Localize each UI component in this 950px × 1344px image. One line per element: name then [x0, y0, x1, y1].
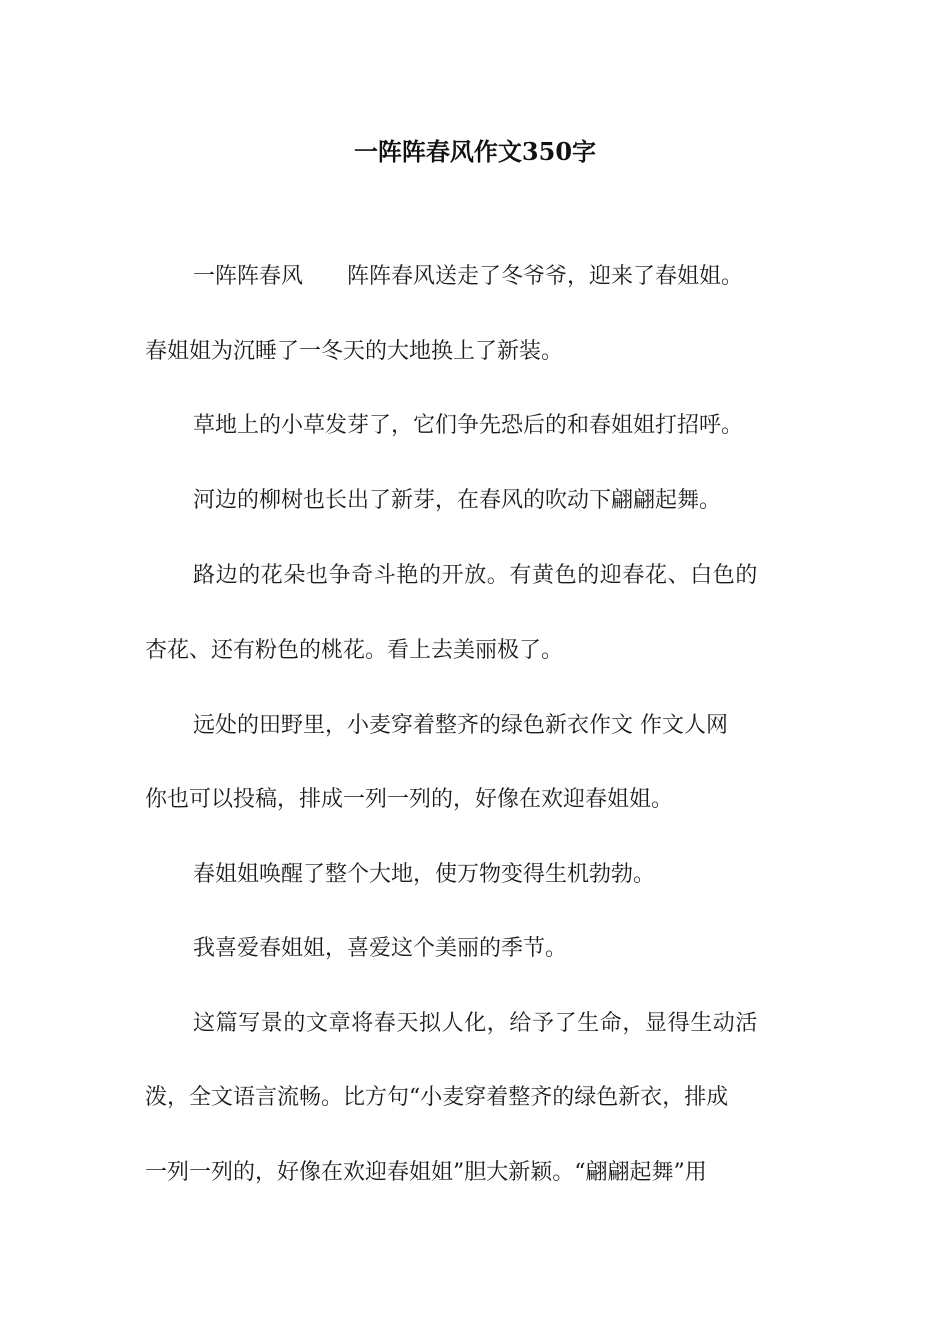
paragraph-line: 远处的田野里，小麦穿着整齐的绿色新衣作文 作文人网	[193, 713, 728, 738]
paragraph-line: 这篇写景的文章将春天拟人化，给予了生命，显得生动活	[193, 1011, 759, 1036]
paragraph-line: 一列一列的，好像在欢迎春姐姐”胆大新颖。“翩翩起舞”用	[145, 1160, 707, 1185]
paragraph-line: 河边的柳树也长出了新芽，在春风的吹动下翩翩起舞。	[193, 488, 722, 513]
paragraph-line: 杏花、还有粉色的桃花。看上去美丽极了。	[145, 638, 564, 663]
paragraph-line: 草地上的小草发芽了，它们争先恐后的和春姐姐打招呼。	[193, 413, 744, 438]
document-title: 一阵阵春风作文350字	[353, 137, 597, 166]
paragraph-line: 春姐姐为沉睡了一冬天的大地换上了新装。	[145, 339, 564, 364]
paragraph-line: 一阵阵春风 阵阵春风送走了冬爷爷，迎来了春姐姐。	[193, 264, 744, 289]
paragraph-line: 春姐姐唤醒了整个大地，使万物变得生机勃勃。	[193, 862, 656, 887]
paragraph-line: 我喜爱春姐姐，喜爱这个美丽的季节。	[193, 936, 568, 961]
paragraph-line: 泼，全文语言流畅。比方句“小麦穿着整齐的绿色新衣，排成	[145, 1085, 729, 1110]
paragraph-line: 路边的花朵也争奇斗艳的开放。有黄色的迎春花、白色的	[193, 563, 759, 588]
paragraph-line: 你也可以投稿，排成一列一列的，好像在欢迎春姐姐。	[145, 787, 674, 812]
